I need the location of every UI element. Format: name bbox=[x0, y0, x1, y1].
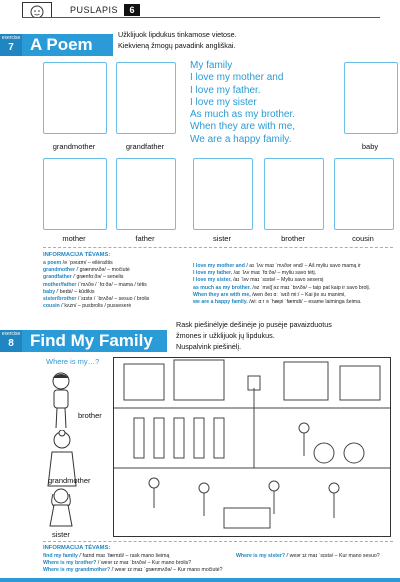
brother-figure-icon bbox=[44, 370, 78, 432]
info2-glossary-right bbox=[236, 553, 380, 560]
glossary-item: mother/father /ˈmʌðə / ˈfɑːðə/ – mama / tėtis bbox=[43, 281, 147, 288]
info-divider-2 bbox=[43, 541, 393, 542]
child-face-icon bbox=[23, 3, 51, 17]
sticker-slot-grandfather[interactable] bbox=[116, 62, 176, 134]
exercise-7-badge: exercise 7 bbox=[0, 34, 22, 56]
glossary-item: grandmother /ˈɡrænmʌðə/ – močiutė bbox=[43, 267, 130, 274]
exercise-8-badge: exercise 8 bbox=[0, 330, 22, 352]
info-glossary-right bbox=[193, 263, 370, 306]
glossary-item: Where is my grandmother? /ˈweər ɪz maɪ ˈɡrænmʌðə/ – Kur mano močiutė? bbox=[43, 567, 223, 574]
where-is-my-heading: Where is my…? bbox=[46, 357, 100, 366]
poem-line: I love my mother and bbox=[190, 72, 284, 84]
glossary-item: grandfather /ˈɡrænfɑːðə/ – senelis bbox=[43, 274, 124, 281]
exercise-8-instruction-1: Rask piešinėlyje dešinėje jo pusėje pavaizduotus bbox=[176, 320, 332, 329]
sticker-slot-baby[interactable] bbox=[344, 62, 398, 134]
header-divider bbox=[22, 17, 380, 18]
glossary-item: Where is my sister? /ˈweər ɪz maɪ ˈsɪstə/ – Kur mano sesuo? bbox=[236, 553, 380, 559]
sticker-slot-sister[interactable] bbox=[193, 158, 253, 230]
label-brother: brother bbox=[281, 234, 305, 243]
glossary-item: cousin /ˈkʌzn/ – pusbrolis / pusseserė bbox=[43, 303, 132, 310]
glossary-item: I love my sister, /aɪ ˈlʌv maɪ ˈsɪstə/ – Myliu savo sesersį bbox=[193, 277, 324, 284]
label-sister: sister bbox=[213, 234, 231, 243]
poem-line: I love my father. bbox=[190, 84, 261, 96]
sticker-slot-brother[interactable] bbox=[264, 158, 324, 230]
glossary-item: sister/brother /ˈsɪstə / ˈbrʌðə/ – sesuo / brolis bbox=[43, 296, 150, 303]
info-divider bbox=[43, 247, 393, 248]
label-grandfather: grandfather bbox=[125, 142, 165, 151]
header-logo-box bbox=[22, 2, 52, 18]
sticker-slot-cousin[interactable] bbox=[334, 158, 394, 230]
info-title-2: INFORMACIJA TĖVAMS: bbox=[43, 545, 111, 551]
exercise-8-instruction-3: Nuspalvink piešinėlį. bbox=[176, 342, 242, 351]
glossary-item: I love my mother and / aɪ ˈlʌv maɪ ˈmʌðər ənd/ – Aš myliu savo mamą ir bbox=[193, 263, 361, 269]
poem-line: I love my sister bbox=[190, 96, 257, 108]
page-number: 6 bbox=[124, 4, 140, 16]
info2-glossary-left bbox=[43, 553, 223, 575]
label-cousin: cousin bbox=[352, 234, 374, 243]
poem-line: We are a happy family. bbox=[190, 133, 292, 145]
poem-line: As much as my brother. bbox=[190, 109, 296, 121]
exercise-8-title: Find My Family bbox=[30, 331, 153, 350]
label-find-grandmother: grandmother bbox=[48, 476, 91, 485]
glossary-item: a poem /ə ˈpəʊɪm/ – eilėraštis bbox=[43, 260, 113, 266]
exercise-8-instruction-2: žmones ir užklijuok jų lipdukus. bbox=[176, 331, 275, 340]
glossary-item: find my family /ˈfaɪnd maɪ ˈfæmɪli/ – rask mano šeimą bbox=[43, 553, 170, 559]
sticker-slot-mother[interactable] bbox=[43, 158, 107, 230]
glossary-item: baby /ˈbeɪbi/ – kūdikis bbox=[43, 288, 95, 295]
poem bbox=[190, 60, 295, 146]
label-grandmother: grandmother bbox=[52, 142, 96, 151]
label-find-sister: sister bbox=[52, 530, 70, 539]
poem-line: My family bbox=[190, 60, 233, 71]
exercise-7-title: A Poem bbox=[30, 35, 93, 54]
sticker-slot-grandmother[interactable] bbox=[43, 62, 107, 134]
label-mother: mother bbox=[62, 234, 86, 243]
glossary-item: I love my father. /aɪ ˈlʌv maɪ ˈfɑːðə/ – myliu savo tėtį. bbox=[193, 270, 317, 277]
label-baby: baby bbox=[361, 142, 379, 151]
exercise-7-instruction-1: Užklijuok lipdukus tinkamose vietose. bbox=[118, 30, 237, 39]
sticker-slot-father[interactable] bbox=[116, 158, 176, 230]
glossary-item: When they are with me, /wen ðeɪ ɑː ˈwɪð miː/ – Kai jie su manimi, bbox=[193, 291, 346, 298]
section-label: PUSLAPIS bbox=[70, 5, 119, 15]
poem-line: When they are with me, bbox=[190, 121, 296, 133]
footer-bar bbox=[0, 578, 400, 582]
street-scene-illustration bbox=[113, 357, 391, 537]
label-find-brother: brother bbox=[78, 411, 102, 420]
glossary-item: as much as my brother. /əz ˈmʌtʃ əz maɪ ˈbrʌðə/ – taip pat kaip ir savo brolį. bbox=[193, 284, 371, 291]
info-title: INFORMACIJA TĖVAMS: bbox=[43, 252, 111, 258]
glossary-item: Where is my brother? /ˈweər ɪz maɪ ˈbrʌðə/ – Kur mano brolis? bbox=[43, 560, 192, 567]
sister-figure-icon bbox=[44, 486, 78, 530]
label-father: father bbox=[135, 234, 155, 243]
glossary-item: we are a happy family. /wiː ɑːr ə ˈhæpi ˈfæmɪli/ – esame laiminga šeima. bbox=[193, 299, 362, 306]
exercise-7-instruction-2: Kiekvieną žmogų pavadink angliškai. bbox=[118, 41, 236, 50]
info-glossary-left bbox=[43, 260, 149, 310]
